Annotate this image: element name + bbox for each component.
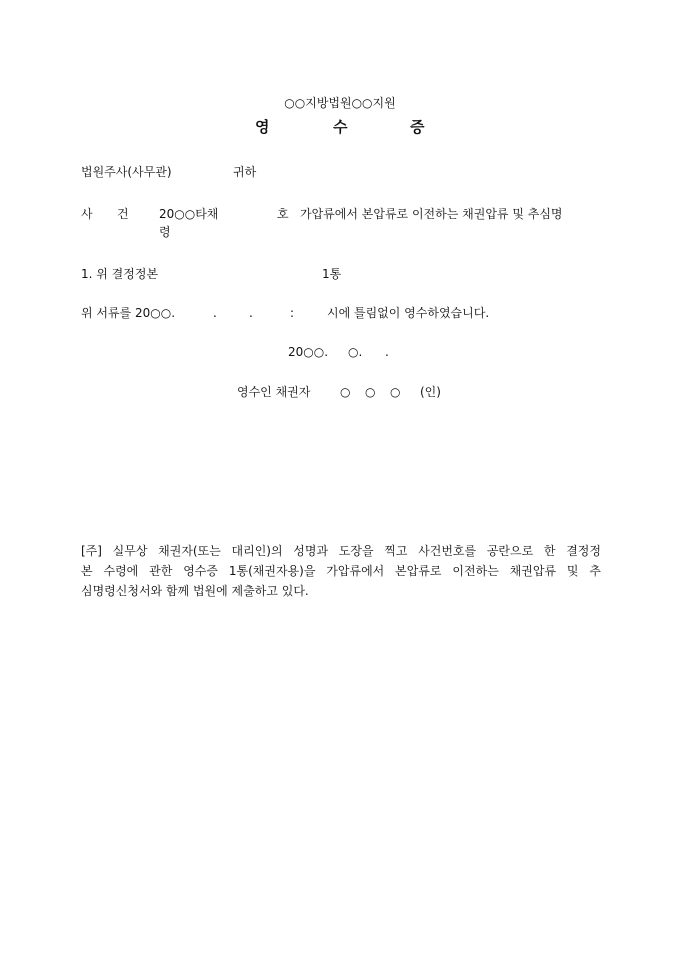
receiver-name-char-3: ○ — [390, 385, 401, 399]
title-char-1: 영 — [255, 118, 270, 136]
footnote-line-3: 심명령신청서와 함께 법원에 제출하고 있다. — [81, 584, 309, 598]
item-label: 1. 위 결정정본 — [81, 267, 159, 281]
addressee-role: 법원주사(사무관) — [81, 165, 172, 179]
date-year: 20○○. — [288, 345, 329, 359]
case-label-char-1: 사 — [81, 207, 93, 221]
footnote-line-2: 본 수령에 관한 영수증 1통(채권자용)을 가압류에서 본압류로 이전하는 채권압류 및 추 — [81, 564, 601, 578]
date-month: ○. — [348, 345, 363, 359]
case-name-line-1: 가압류에서 본압류로 이전하는 채권압류 및 추심명 — [300, 207, 563, 221]
received-month-dot: . — [213, 306, 217, 320]
title-char-3: 증 — [410, 118, 425, 136]
received-statement-suffix: 시에 틀림없이 영수하였습니다. — [327, 306, 490, 320]
document-title — [0, 118, 680, 138]
receiver-seal: (인) — [420, 385, 441, 399]
item-count: 1통 — [322, 267, 342, 281]
case-number-suffix: 호 — [277, 207, 289, 221]
received-time-colon: : — [290, 306, 295, 320]
footnote-line-1: [주] 실무상 채권자(또는 대리인)의 성명과 도장을 찍고 사건번호를 공란으로 한 결정정 — [81, 544, 601, 558]
receiver-name-char-1: ○ — [340, 385, 351, 399]
case-number: 20○○타채 — [159, 207, 219, 221]
title-char-2: 수 — [333, 118, 348, 136]
date-day: . — [385, 345, 389, 359]
case-label-char-2: 건 — [117, 207, 129, 221]
court-name: ○○지방법원○○지원 — [284, 96, 396, 110]
received-day-dot: . — [249, 306, 253, 320]
addressee-honorific: 귀하 — [233, 165, 257, 179]
receiver-name-char-2: ○ — [365, 385, 376, 399]
received-statement-prefix: 위 서류를 20○○. — [81, 306, 176, 320]
receiver-label: 영수인 채권자 — [237, 385, 311, 399]
case-name-line-2: 령 — [159, 225, 171, 239]
footnote — [81, 541, 601, 601]
